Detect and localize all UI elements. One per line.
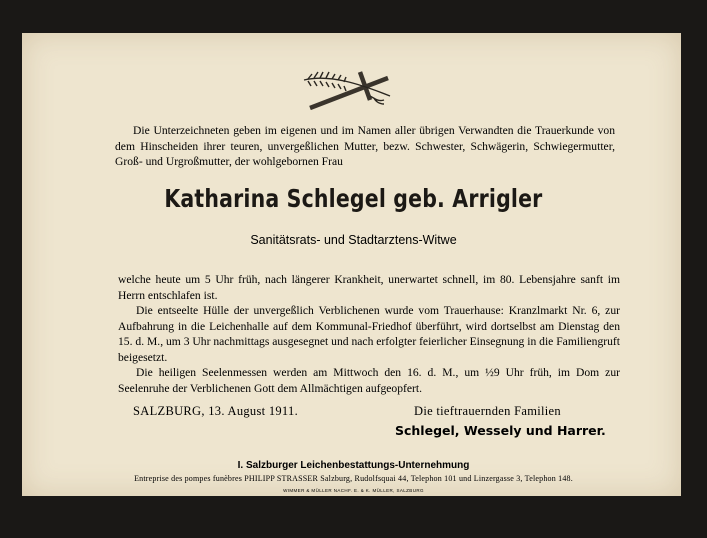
undertaker-name: I. Salzburger Leichenbestattungs-Unternehmung xyxy=(237,460,470,471)
place-date: SALZBURG, 13. August 1911. xyxy=(133,404,298,418)
palm-branch-cross-icon xyxy=(300,70,396,110)
deceased-title: Sanitätsrats- und Stadtarztens-Witwe xyxy=(250,233,457,247)
intro-paragraph: Die Unterzeichneten geben im eigenen und im Namen aller übrigen Verwandten die Trauerkunde von dem Hinscheiden ihrer teuren, unvergeßlichen Mutter, bezw. Schwester, Schwägerin, Schwiegermutter, Groß- und Urgroßmutter, der wohlgebornen Frau xyxy=(115,124,615,168)
printer-imprint: WIMMER & MÜLLER NACHF. E. & K. MÜLLER, SALZBURG xyxy=(283,488,424,493)
families-label: Die tieftrauernden Familien xyxy=(414,404,561,418)
burial-paragraph: Die entseelte Hülle der unvergeßlich Verblichenen wurde vom Trauerhause: Kranzlmarkt Nr. 6, zur Aufbahrung in die Leichenhalle auf dem Kommunal-Friedhof überführt, wird dortselbst am Dienstag den 15. d. M., um 3 Uhr nachmittags ausgesegnet und nach erfolgter feierlicher Einsegnung in die Familiengruft beigesetzt. xyxy=(118,304,620,364)
undertaker-address: Entreprise des pompes funèbres PHILIPP STRASSER Salzburg, Rudolfsquai 44, Telephon 101 und Linzergasse 3, Telephon 148. xyxy=(134,474,573,483)
notice-body xyxy=(118,272,620,396)
death-paragraph: welche heute um 5 Uhr früh, nach längerer Krankheit, unerwartet schnell, im 80. Lebensjahre sanft im Herrn entschlafen ist. xyxy=(118,273,620,302)
mass-paragraph: Die heiligen Seelenmessen werden am Mittwoch den 16. d. M., um ½9 Uhr früh, im Dom zur Seelenruhe der Verblichenen Gott dem Allmächtigen aufgeopfert. xyxy=(118,366,620,395)
deceased-name: Katharina Schlegel geb. Arrigler xyxy=(164,184,543,213)
families-names: Schlegel, Wessely und Harrer. xyxy=(395,423,606,438)
